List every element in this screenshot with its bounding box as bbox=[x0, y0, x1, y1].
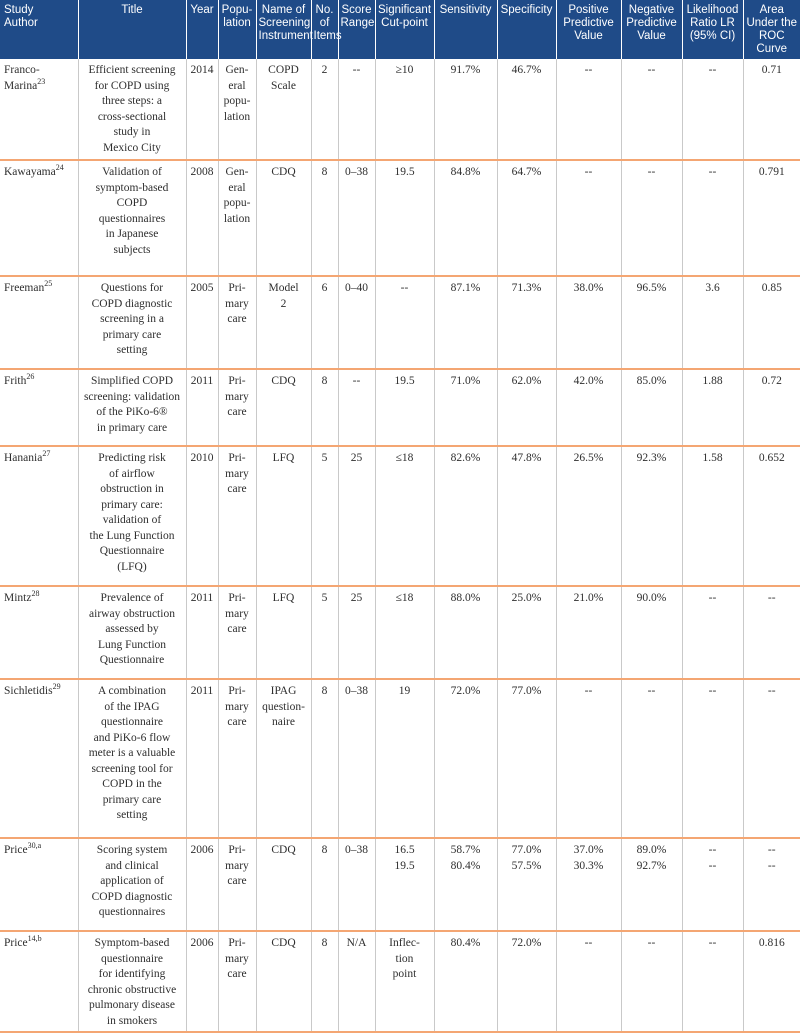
cell-author bbox=[0, 931, 78, 1032]
cell-instrument: COPD Scale bbox=[256, 59, 311, 160]
cell-sensitivity: 87.1% bbox=[434, 276, 497, 369]
column-header-items: No. of Items bbox=[311, 0, 338, 59]
cell-year: 2011 bbox=[186, 679, 218, 838]
cell-instrument: Model 2 bbox=[256, 276, 311, 369]
cell-items: 8 bbox=[311, 838, 338, 931]
author-name: Frith bbox=[4, 375, 27, 387]
cell-items: 8 bbox=[311, 931, 338, 1032]
column-header-specificity: Specificity bbox=[497, 0, 556, 59]
cell-auc: 0.72 bbox=[743, 369, 800, 446]
cell-population: Pri- mary care bbox=[218, 931, 256, 1032]
cell-auc: 0.85 bbox=[743, 276, 800, 369]
table-header bbox=[0, 0, 800, 59]
cell-npv: 96.5% bbox=[621, 276, 682, 369]
cell-sensitivity: 91.7% bbox=[434, 59, 497, 160]
cell-sensitivity: 80.4% bbox=[434, 931, 497, 1032]
cell-items: 8 bbox=[311, 160, 338, 276]
table-row bbox=[0, 276, 800, 369]
cell-items: 8 bbox=[311, 679, 338, 838]
cell-npv: 89.0% 92.7% bbox=[621, 838, 682, 931]
cell-title: Validation of symptom-based COPD questionnaires in Japanese subjects bbox=[78, 160, 186, 276]
cell-population: Pri- mary care bbox=[218, 679, 256, 838]
cell-author bbox=[0, 446, 78, 586]
cell-lr: 3.6 bbox=[682, 276, 743, 369]
cell-cutpoint: Inflec- tion point bbox=[375, 931, 434, 1032]
cell-range: 0–40 bbox=[338, 276, 375, 369]
cell-cutpoint: 19.5 bbox=[375, 369, 434, 446]
cell-year: 2010 bbox=[186, 446, 218, 586]
cell-range: 25 bbox=[338, 586, 375, 679]
cell-year: 2014 bbox=[186, 59, 218, 160]
table-row bbox=[0, 838, 800, 931]
reference-superscript: 28 bbox=[31, 589, 40, 599]
cell-instrument: LFQ bbox=[256, 586, 311, 679]
column-header-auc: Area Under the ROC Curve bbox=[743, 0, 800, 59]
cell-npv: 85.0% bbox=[621, 369, 682, 446]
cell-title: Predicting risk of airflow obstruction in primary care: validation of the Lung Function Questionnaire (LFQ) bbox=[78, 446, 186, 586]
cell-auc: 0.652 bbox=[743, 446, 800, 586]
cell-instrument: CDQ bbox=[256, 160, 311, 276]
table-row bbox=[0, 586, 800, 679]
author-name: Mintz bbox=[4, 592, 32, 604]
reference-superscript: 25 bbox=[44, 279, 53, 289]
cell-cutpoint: 16.5 19.5 bbox=[375, 838, 434, 931]
cell-author bbox=[0, 59, 78, 160]
cell-instrument: LFQ bbox=[256, 446, 311, 586]
cell-range: -- bbox=[338, 369, 375, 446]
cell-range: 25 bbox=[338, 446, 375, 586]
cell-npv: 90.0% bbox=[621, 586, 682, 679]
cell-population: Gen- eral popu- lation bbox=[218, 160, 256, 276]
cell-auc: -- bbox=[743, 679, 800, 838]
author-name: Hanania bbox=[4, 452, 43, 464]
table-row bbox=[0, 369, 800, 446]
cell-instrument: CDQ bbox=[256, 838, 311, 931]
table-row bbox=[0, 679, 800, 838]
cell-cutpoint: 19.5 bbox=[375, 160, 434, 276]
cell-year: 2011 bbox=[186, 586, 218, 679]
cell-year: 2006 bbox=[186, 931, 218, 1032]
cell-items: 8 bbox=[311, 369, 338, 446]
cell-title: A combination of the IPAG questionnaire and PiKo-6 flow meter is a valuable screening tool for COPD in the primary care setting bbox=[78, 679, 186, 838]
author-name: Franco- Marina bbox=[4, 64, 40, 92]
column-header-year: Year bbox=[186, 0, 218, 59]
column-header-ppv: Positive Predictive Value bbox=[556, 0, 621, 59]
cell-specificity: 25.0% bbox=[497, 586, 556, 679]
cell-ppv: 42.0% bbox=[556, 369, 621, 446]
cell-items: 5 bbox=[311, 586, 338, 679]
table-row bbox=[0, 931, 800, 1032]
cell-instrument: IPAG question- naire bbox=[256, 679, 311, 838]
cell-ppv: 37.0% 30.3% bbox=[556, 838, 621, 931]
cell-ppv: -- bbox=[556, 59, 621, 160]
table-row bbox=[0, 59, 800, 160]
table-body bbox=[0, 59, 800, 1032]
cell-specificity: 62.0% bbox=[497, 369, 556, 446]
cell-title: Efficient screening for COPD using three steps: a cross-sectional study in Mexico City bbox=[78, 59, 186, 160]
cell-npv: 92.3% bbox=[621, 446, 682, 586]
column-header-title: Title bbox=[78, 0, 186, 59]
cell-auc: 0.71 bbox=[743, 59, 800, 160]
cell-specificity: 47.8% bbox=[497, 446, 556, 586]
cell-cutpoint: ≤18 bbox=[375, 446, 434, 586]
cell-title: Scoring system and clinical application of COPD diagnostic questionnaires bbox=[78, 838, 186, 931]
cell-range: 0–38 bbox=[338, 679, 375, 838]
cell-range: 0–38 bbox=[338, 838, 375, 931]
cell-range: 0–38 bbox=[338, 160, 375, 276]
cell-specificity: 77.0% bbox=[497, 679, 556, 838]
cell-population: Pri- mary care bbox=[218, 446, 256, 586]
column-header-cutpoint: Significant Cut-point bbox=[375, 0, 434, 59]
cell-author bbox=[0, 838, 78, 931]
cell-npv: -- bbox=[621, 160, 682, 276]
cell-author bbox=[0, 679, 78, 838]
cell-specificity: 72.0% bbox=[497, 931, 556, 1032]
reference-superscript: 26 bbox=[26, 372, 35, 382]
cell-sensitivity: 82.6% bbox=[434, 446, 497, 586]
column-header-population: Popu- lation bbox=[218, 0, 256, 59]
cell-sensitivity: 72.0% bbox=[434, 679, 497, 838]
column-header-lr: Likelihood Ratio LR (95% CI) bbox=[682, 0, 743, 59]
cell-npv: -- bbox=[621, 931, 682, 1032]
cell-ppv: -- bbox=[556, 931, 621, 1032]
table-row bbox=[0, 160, 800, 276]
cell-lr: -- bbox=[682, 931, 743, 1032]
cell-ppv: 26.5% bbox=[556, 446, 621, 586]
reference-superscript: 30,a bbox=[27, 841, 42, 851]
author-name: Freeman bbox=[4, 282, 45, 294]
cell-ppv: -- bbox=[556, 160, 621, 276]
table-row bbox=[0, 446, 800, 586]
author-name: Price bbox=[4, 937, 28, 949]
cell-sensitivity: 84.8% bbox=[434, 160, 497, 276]
cell-auc: 0.791 bbox=[743, 160, 800, 276]
cell-year: 2006 bbox=[186, 838, 218, 931]
column-header-npv: Negative Predictive Value bbox=[621, 0, 682, 59]
cell-cutpoint: 19 bbox=[375, 679, 434, 838]
cell-npv: -- bbox=[621, 59, 682, 160]
cell-lr: -- bbox=[682, 59, 743, 160]
cell-specificity: 77.0% 57.5% bbox=[497, 838, 556, 931]
cell-title: Questions for COPD diagnostic screening in a primary care setting bbox=[78, 276, 186, 369]
cell-sensitivity: 58.7% 80.4% bbox=[434, 838, 497, 931]
cell-population: Pri- mary care bbox=[218, 369, 256, 446]
column-header-author: Study Author bbox=[0, 0, 78, 59]
cell-items: 6 bbox=[311, 276, 338, 369]
cell-specificity: 71.3% bbox=[497, 276, 556, 369]
cell-range: N/A bbox=[338, 931, 375, 1032]
cell-specificity: 46.7% bbox=[497, 59, 556, 160]
cell-cutpoint: -- bbox=[375, 276, 434, 369]
author-name: Sichletidis bbox=[4, 685, 53, 697]
cell-year: 2011 bbox=[186, 369, 218, 446]
cell-year: 2008 bbox=[186, 160, 218, 276]
column-header-instrument: Name of Screening Instrument bbox=[256, 0, 311, 59]
cell-year: 2005 bbox=[186, 276, 218, 369]
cell-sensitivity: 88.0% bbox=[434, 586, 497, 679]
cell-title: Symptom-based questionnaire for identifying chronic obstructive pulmonary disease in smokers bbox=[78, 931, 186, 1032]
cell-instrument: CDQ bbox=[256, 369, 311, 446]
cell-auc: -- -- bbox=[743, 838, 800, 931]
cell-lr: 1.88 bbox=[682, 369, 743, 446]
cell-npv: -- bbox=[621, 679, 682, 838]
cell-items: 5 bbox=[311, 446, 338, 586]
reference-superscript: 24 bbox=[55, 163, 64, 173]
cell-lr: -- bbox=[682, 679, 743, 838]
cell-population: Pri- mary care bbox=[218, 276, 256, 369]
cell-author bbox=[0, 369, 78, 446]
cell-title: Prevalence of airway obstruction assessed by Lung Function Questionnaire bbox=[78, 586, 186, 679]
cell-range: -- bbox=[338, 59, 375, 160]
cell-instrument: CDQ bbox=[256, 931, 311, 1032]
cell-population: Gen- eral popu- lation bbox=[218, 59, 256, 160]
reference-superscript: 27 bbox=[42, 449, 51, 459]
cell-lr: -- bbox=[682, 160, 743, 276]
cell-lr: 1.58 bbox=[682, 446, 743, 586]
header-row bbox=[0, 0, 800, 59]
cell-lr: -- -- bbox=[682, 838, 743, 931]
cell-specificity: 64.7% bbox=[497, 160, 556, 276]
cell-ppv: -- bbox=[556, 679, 621, 838]
cell-sensitivity: 71.0% bbox=[434, 369, 497, 446]
cell-cutpoint: ≤18 bbox=[375, 586, 434, 679]
cell-auc: 0.816 bbox=[743, 931, 800, 1032]
reference-superscript: 14,b bbox=[27, 934, 42, 944]
column-header-range: Score Range bbox=[338, 0, 375, 59]
cell-lr: -- bbox=[682, 586, 743, 679]
cell-author bbox=[0, 586, 78, 679]
author-name: Price bbox=[4, 844, 28, 856]
cell-author bbox=[0, 160, 78, 276]
reference-superscript: 23 bbox=[37, 76, 46, 86]
column-header-sensitivity: Sensitivity bbox=[434, 0, 497, 59]
reference-superscript: 29 bbox=[52, 682, 61, 692]
cell-auc: -- bbox=[743, 586, 800, 679]
author-name: Kawayama bbox=[4, 166, 56, 178]
cell-ppv: 21.0% bbox=[556, 586, 621, 679]
cell-title: Simplified COPD screening: validation of the PiKo-6® in primary care bbox=[78, 369, 186, 446]
cell-population: Pri- mary care bbox=[218, 838, 256, 931]
cell-cutpoint: ≥10 bbox=[375, 59, 434, 160]
cell-population: Pri- mary care bbox=[218, 586, 256, 679]
cell-author bbox=[0, 276, 78, 369]
cell-items: 2 bbox=[311, 59, 338, 160]
cell-ppv: 38.0% bbox=[556, 276, 621, 369]
